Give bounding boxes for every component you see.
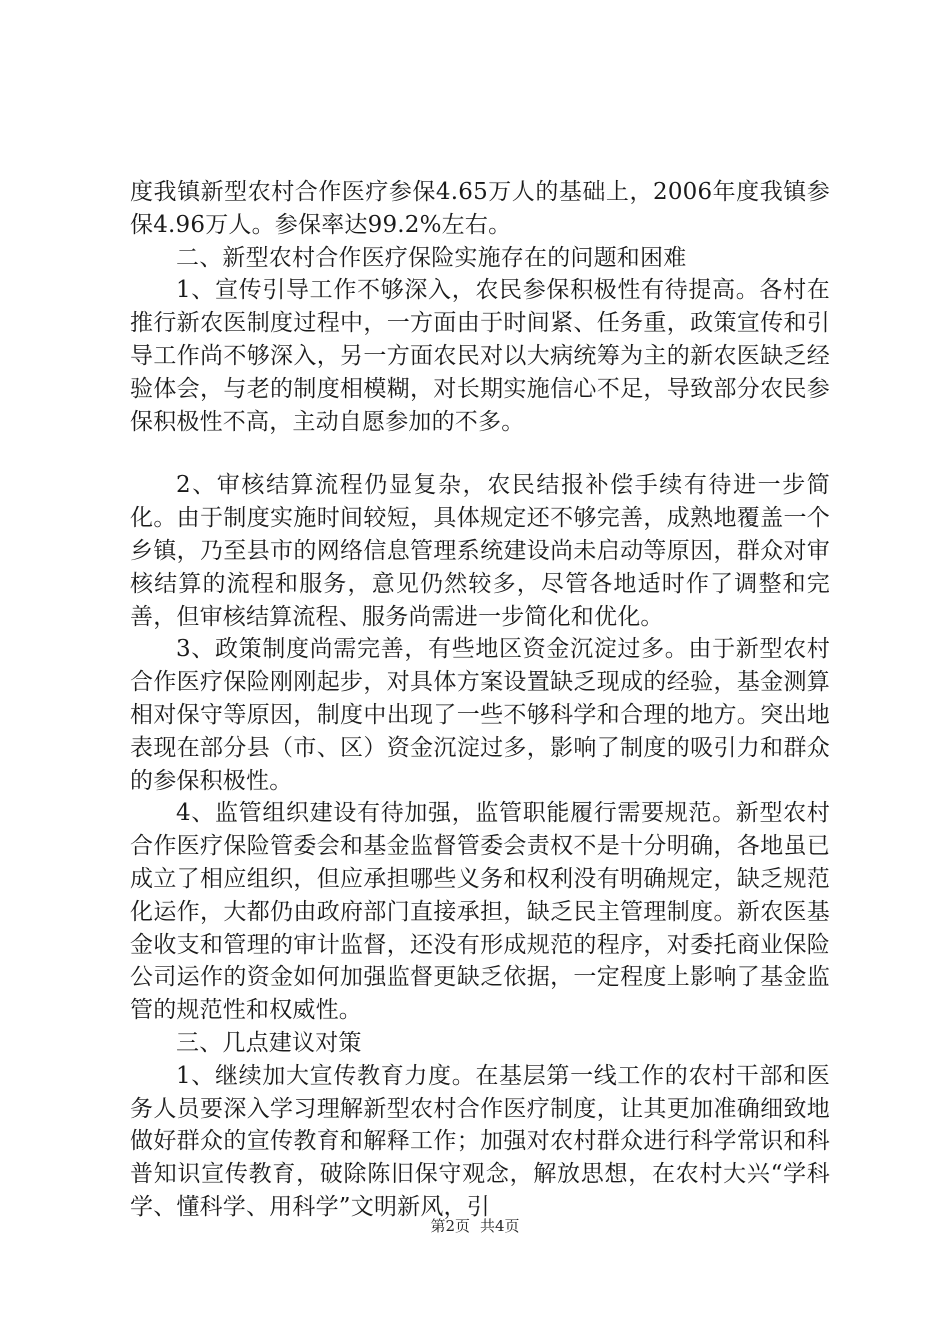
section-heading-suggestions: 三、几点建议对策 — [176, 1029, 362, 1056]
paragraph-continuation: 度我镇新型农村合作医疗参保4.65万人的基础上，2006年度我镇参保4.96万人。参保率达99.2%左右。 — [130, 179, 830, 238]
paragraph-problem-4: 4、监管组织建设有待加强，监管职能履行需要规范。新型农村合作医疗保险管委会和基金监督管委会责权不是十分明确，各地虽已成立了相应组织，但应承担哪些义务和权利没有明确规定，缺乏规范化运作，大都仍由政府部门直接承担，缺乏民主管理制度。新农医基金收支和管理的审计监督，还没有形成规范的程序，对委托商业保险公司运作的资金如何加强监督更缺乏依据，一定程度上影响了基金监管的规范性和权威性。 — [130, 800, 830, 1024]
section-heading-problems: 二、新型农村合作医疗保险实施存在的问题和困难 — [176, 244, 687, 271]
document-body — [130, 176, 830, 1224]
paragraph-suggestion-1: 1、继续加大宣传教育力度。在基层第一线工作的农村干部和医务人员要深入学习理解新型农村合作医疗制度，让其更加准确细致地做好群众的宣传教育和解释工作；加强对农村群众进行科学常识和科普知识宣传教育，破除陈旧保守观念，解放思想，在农村大兴“学科学、懂科学、用科学”文明新风，引 — [130, 1062, 830, 1220]
page-total: 共4页 — [480, 1217, 520, 1235]
paragraph-problem-1: 1、宣传引导工作不够深入，农民参保积极性有待提高。各村在推行新农医制度过程中，一方面由于时间紧、任务重，政策宣传和引导工作尚不够深入，另一方面农民对以大病统筹为主的新农医缺乏经验体会，与老的制度相模糊，对长期实施信心不足，导致部分农民参保积极性不高，主动自愿参加的不多。 — [130, 277, 830, 435]
page-footer — [0, 1216, 950, 1236]
page-number: 第2页 — [430, 1217, 470, 1235]
paragraph-problem-2: 2、审核结算流程仍显复杂，农民结报补偿手续有待进一步简化。由于制度实施时间较短，具体规定还不够完善，成熟地覆盖一个乡镇，乃至县市的网络信息管理系统建设尚未启动等原因，群众对审核结算的流程和服务，意见仍然较多，尽管各地适时作了调整和完善，但审核结算流程、服务尚需进一步简化和优化。 — [130, 472, 830, 630]
paragraph-problem-3: 3、政策制度尚需完善，有些地区资金沉淀过多。由于新型农村合作医疗保险刚刚起步，对具体方案设置缺乏现成的经验，基金测算相对保守等原因，制度中出现了一些不够科学和合理的地方。突出地表现在部分县（市、区）资金沉淀过多，影响了制度的吸引力和群众的参保积极性。 — [130, 636, 830, 794]
